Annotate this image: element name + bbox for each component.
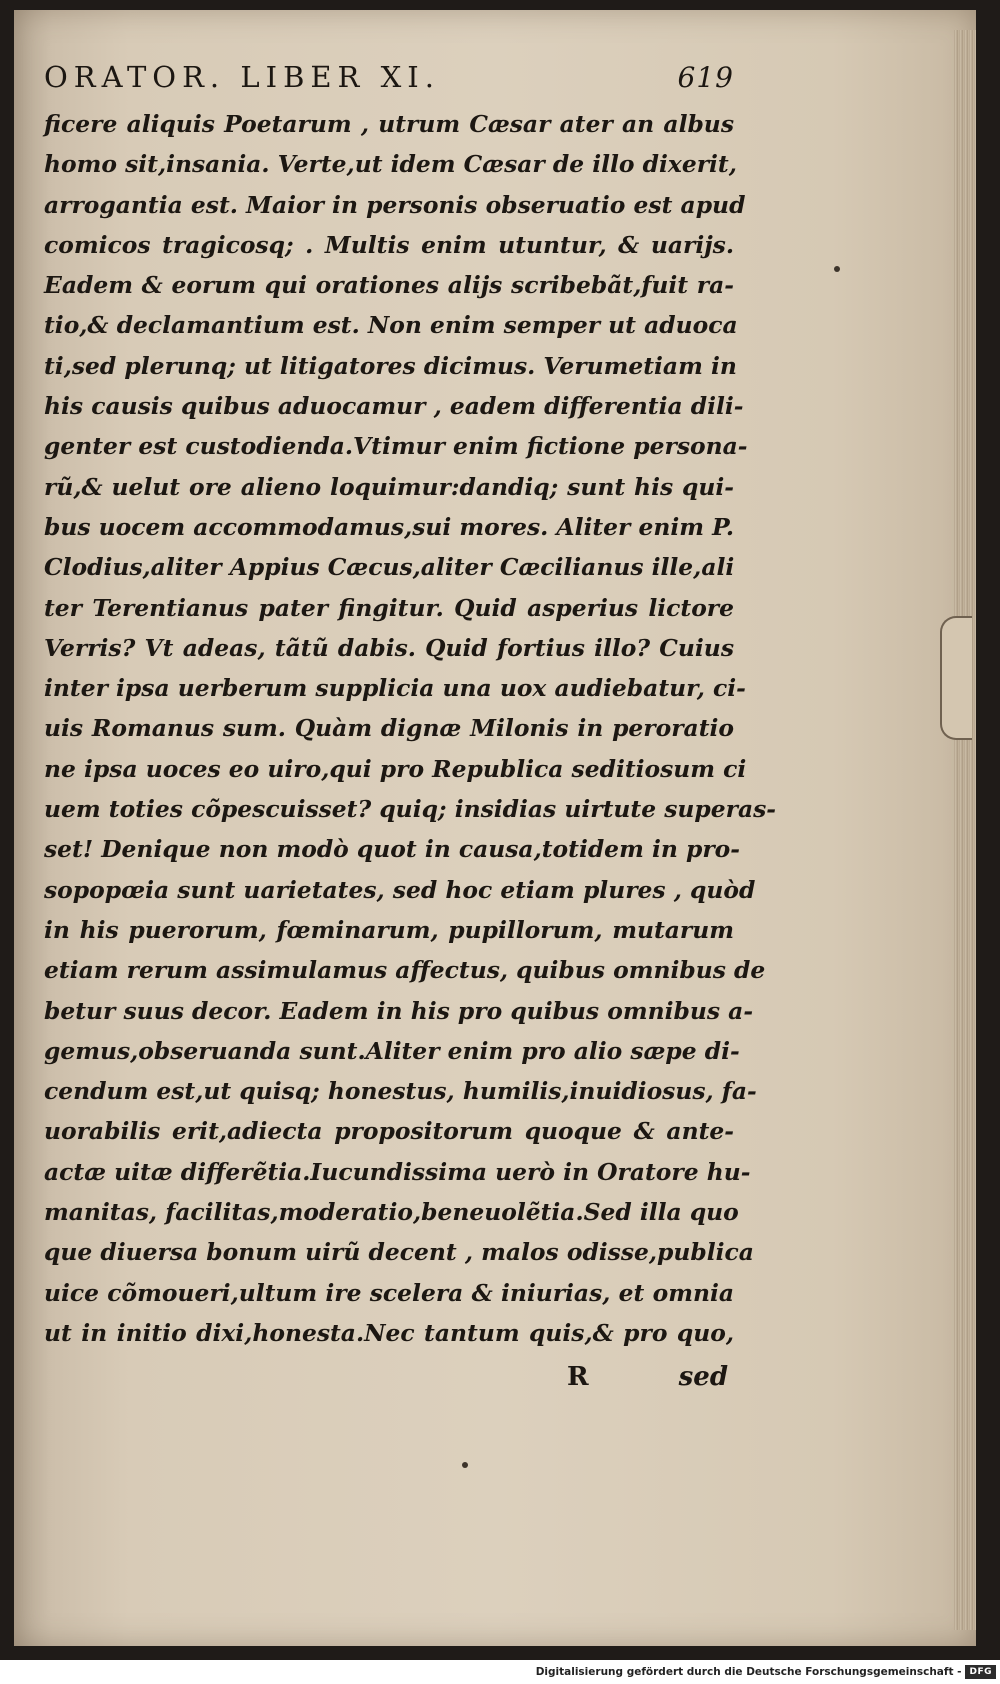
text-line: bus uocem accommodamus,sui mores. Aliter enim P. [44,512,735,541]
dfg-logo: DFG [965,1665,996,1679]
text-line: sopopœia sunt uarietates, sed hoc etiam plures , quòd [44,875,756,904]
page-text-block [44,60,776,1397]
catchword: sed [678,1362,728,1393]
text-line: Clodius,aliter Appius Cæcus,aliter Cæcilianus ille,ali [44,553,735,582]
text-line: que diuersa bonum uirũ decent , malos odisse,publica [44,1238,754,1267]
text-line: in his puerorum, fœminarum, pupillorum, mutarum [44,915,734,944]
text-line: inter ipsa uerberum supplicia una uox audiebatur, ci- [44,674,746,703]
text-line: gemus,obseruanda sunt.Aliter enim pro alio sæpe di- [44,1036,740,1065]
text-line: ut in initio dixi,honesta.Nec tantum quis,& pro quo, [44,1318,734,1347]
signature-mark: R [567,1362,589,1393]
text-line: actæ uitæ differẽtia.Iucundissima uerò in Oratore hu- [44,1157,751,1186]
text-line: cendum est,ut quisq; honestus, humilis,inuidiosus, fa- [44,1077,757,1106]
text-line: rũ,& uelut ore alieno loquimur:dandiq; sunt his qui- [44,472,734,501]
catchline [44,1357,734,1397]
book-page [14,10,976,1646]
text-line: manitas, facilitas,moderatio,beneuolẽtia.Sed illa quo [44,1198,739,1227]
digitization-credit: Digitalisierung gefördert durch die Deutsche Forschungsgemeinschaft - [535,1666,962,1678]
text-line: Eadem & eorum qui orationes alijs scribebãt,fuit ra- [44,271,734,300]
text-line: his causis quibus aduocamur , eadem differentia dili- [44,392,744,421]
page-number: 619 [677,61,734,94]
text-line: ti,sed plerunq; ut litigatores dicimus. Verumetiam in [44,351,737,380]
text-line: ficere aliquis Poetarum , utrum Cæsar ater an albus [44,110,734,138]
running-title: ORATOR. LIBER XI. [44,60,440,94]
text-line: ne ipsa uoces eo uiro,qui pro Republica seditiosum ci [44,754,747,783]
text-line: set! Denique non modò quot in causa,totidem in pro- [44,835,740,864]
text-line: ter Terentianus pater fingitur. Quid asperius lictore [44,593,734,622]
text-line: uem toties cõpescuisset? quiq; insidias uirtute superas- [44,795,776,824]
ink-speck [462,1462,468,1468]
digitization-footer [0,1660,1000,1684]
text-line: comicos tragicosq; . Multis enim utuntur, & uarijs. [44,230,734,259]
text-line: etiam rerum assimulamus affectus, quibus omnibus de [44,956,766,985]
page-edge-stack [954,30,976,1630]
body-text [44,104,776,1353]
text-line: betur suus decor. Eadem in his pro quibus omnibus a- [44,996,754,1025]
ink-speck [834,266,840,272]
text-line: uice cõmoueri,ultum ire scelera & iniurias, et omnia [44,1278,734,1307]
text-line: uorabilis erit,adiecta propositorum quoque & ante- [44,1117,734,1146]
running-header [44,60,734,102]
text-line: tio,& declamantium est. Non enim semper ut aduoca [44,311,738,340]
page-tab-marker [940,616,972,740]
text-line: uis Romanus sum. Quàm dignæ Milonis in peroratio [44,714,734,743]
text-line: genter est custodienda.Vtimur enim fictione persona- [44,432,748,461]
text-line: homo sit,insania. Verte,ut idem Cæsar de illo dixerit, [44,150,737,179]
text-line: arrogantia est. Maior in personis obseruatio est apud [44,190,746,219]
text-line: Verris? Vt adeas, tãtũ dabis. Quid fortius illo? Cuius [44,633,734,662]
